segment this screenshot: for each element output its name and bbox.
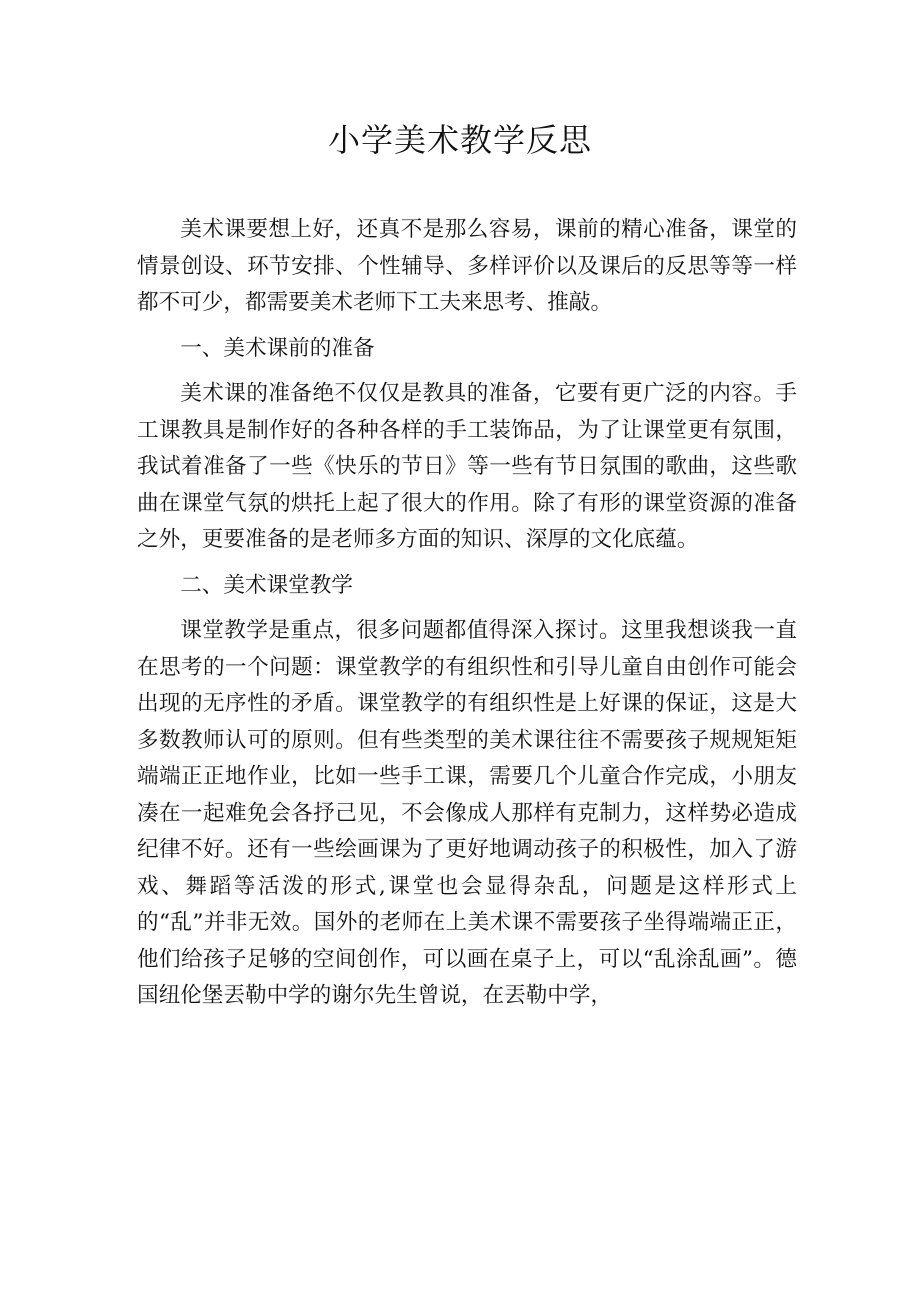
paragraph-gap	[137, 322, 797, 331]
section-paragraph-2: 课堂教学是重点，很多问题都值得深入探讨。这里我想谈我一直在思考的一个问题：课堂教学的有组织性和引导儿童自由创作可能会出现的无序性的矛盾。课堂教学的有组织性是上好课的保证，这是大多数教师认可的原则。但有些类型的美术课往往不需要孩子规规矩矩端端正正地作业，比如一些手工课，需要几个儿童合作完成，小朋友凑在一起难免会各抒己见，不会像成人那样有克制力，这样势必造成纪律不好。还有一些绘画课为了更好地调动孩子的积极性，加入了游戏、舞蹈等活泼的形式,课堂也会显得杂乱，问题是这样形式上的“乱”并非无效。国外的老师在上美术课不需要孩子坐得端端正正，他们给孩子足够的空间创作，可以画在桌子上，可以“乱涂乱画”。德国纽伦堡丟勒中学的谢尔先生曾说，在丟勒中学，	[137, 618, 797, 1008]
section-heading-2: 二、美术课堂教学	[180, 572, 353, 598]
section-heading-1: 一、美术课前的准备	[180, 335, 375, 361]
paragraph-gap	[137, 367, 797, 376]
section-paragraph-1: 美术课的准备绝不仅仅是教具的准备，它要有更广泛的内容。手工课教具是制作好的各种各样的手工装饰品，为了让课堂更有氛围，我试着准备了一些《快乐的节日》等一些有节日氛围的歌曲，这些歌曲在课堂气氛的烘托上起了很大的作用。除了有形的课堂资源的准备之外，更要准备的是老师多方面的知识、深厚的文化底蕴。	[137, 381, 797, 552]
paragraph-gap	[137, 559, 797, 568]
intro-paragraph: 美术课要想上好，还真不是那么容易，课前的精心准备，课堂的情景创设、环节安排、个性辅导、多样评价以及课后的反思等等一样都不可少，都需要美术老师下工夫来思考、推敲。	[137, 217, 797, 315]
paragraph-gap	[137, 604, 797, 613]
document-body	[137, 212, 797, 1015]
page-title: 小学美术教学反思	[327, 121, 592, 159]
